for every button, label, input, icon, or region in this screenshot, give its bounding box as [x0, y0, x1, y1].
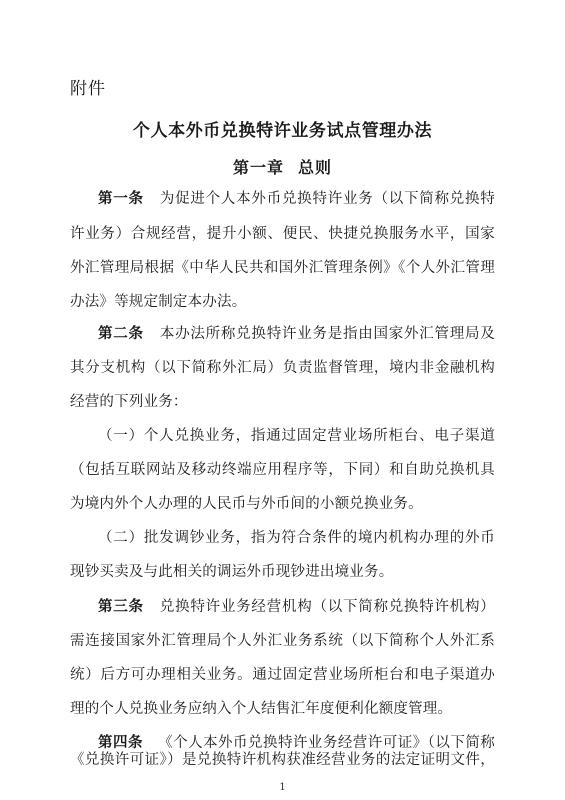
article-number: 第三条 [98, 598, 144, 615]
body-line: 需连接国家外汇管理局个人外汇业务系统（以下简称个人外汇系 [70, 633, 495, 649]
body-line: 现钞买卖及与此相关的调运外币现钞进出境业务。 [70, 564, 394, 580]
body-line: 《兑换许可证》）是兑换特许机构获准经营业务的法定证明文件， [70, 752, 495, 768]
attachment-label: 附件 [70, 79, 106, 99]
body-line: 第二条 本办法所称兑换特许业务是指由国家外汇管理局及 [98, 325, 495, 342]
body-line: 为境内外个人办理的人民币与外币间的小额兑换业务。 [70, 496, 423, 512]
body-line: （一）个人兑换业务，指通过固定营业场所柜台、电子渠道 [98, 428, 495, 444]
article-number: 第一条 [98, 190, 144, 207]
document-title: 个人本外币兑换特许业务试点管理办法 [132, 121, 433, 141]
article-number: 第四条 [98, 734, 143, 751]
body-line: 其分支机构（以下简称外汇局）负责监督管理，境内非金融机构 [70, 360, 495, 376]
body-line: 第三条 兑换特许业务经营机构（以下简称兑换特许机构） [98, 598, 495, 615]
body-line: （二）批发调钞业务，指为符合条件的境内机构办理的外币 [98, 530, 495, 546]
body-line: 外汇管理局根据《中华人民共和国外汇管理条例》《个人外汇管理 [70, 260, 495, 276]
body-line: 许业务）合规经营，提升小额、便民、快捷兑换服务水平，国家 [70, 226, 495, 242]
chapter-heading [0, 155, 565, 178]
chapter-number: 第一章 [232, 158, 284, 177]
body-line: 统）后方可办理相关业务。通过固定营业场所柜台和电子渠道办 [70, 667, 495, 683]
page-number: 1 [279, 782, 286, 793]
chapter-name: 总则 [298, 158, 333, 177]
body-line: 第四条 《个人本外币兑换特许业务经营许可证》（以下简称 [98, 734, 495, 751]
article-number: 第二条 [98, 325, 144, 342]
body-line: 经营的下列业务： [70, 394, 188, 410]
body-line: 理的个人兑换业务应纳入个人结售汇年度便利化额度管理。 [70, 701, 453, 717]
body-line: （包括互联网站及移动终端应用程序等，下同）和自助兑换机具 [70, 462, 495, 478]
body-line: 办法》等规定制定本办法。 [70, 294, 247, 310]
body-line: 第一条 为促进个人本外币兑换特许业务（以下简称兑换特 [98, 190, 495, 207]
